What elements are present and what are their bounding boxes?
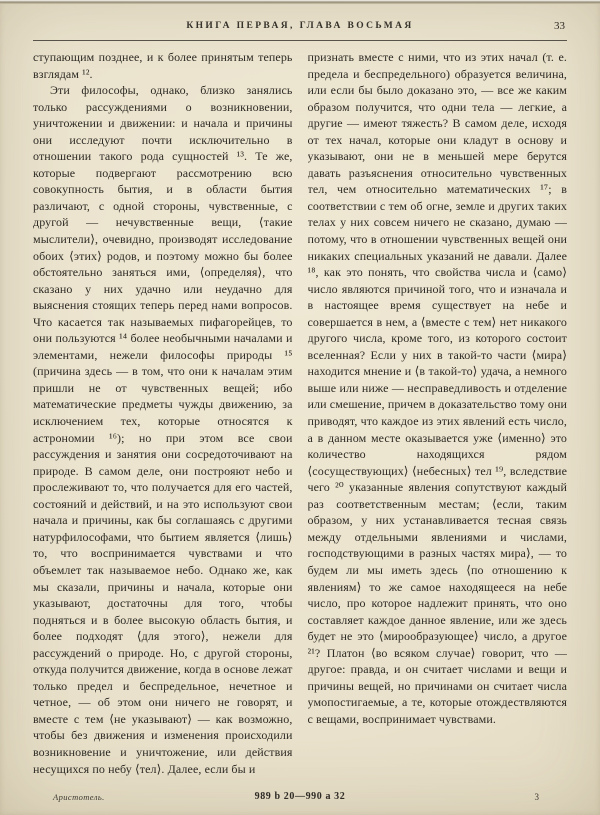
- page-footer: [33, 789, 567, 802]
- text-column: [33, 49, 293, 779]
- text-columns: [33, 49, 567, 779]
- text-column: [308, 49, 568, 779]
- page-number: 33: [554, 20, 565, 32]
- footer-bekker-reference: 989 b 20—990 a 32: [254, 791, 346, 802]
- paragraph: признать вместе с ними, что из этих начал (т. е. предела и беспредельного) образуется величина, или если бы было доказано это, — все же каким образом получится, что одни тела — легкие, а другие — имеют тяжесть? В самом деле, исходя от тех начал, которые они кладут в основу и указывают, они не в меньшей мере берутся давать разъяснения относительно чувственных тел, чем относительно математических ¹⁷; в соответствии с тем об огне, земле и других таких телах у них совсем ничего не сказано, думаю — потому, что в отношении чувственных вещей они никаких специальных указаний не давали. Далее ¹⁸, как это понять, что свойства числа и ⟨само⟩ число являются причиной того, что и изначала и в настоящее время существует на небе и совершается в нем, а ⟨вместе с тем⟩ нет никакого другого числа, кроме того, из которого состоит вселенная? Если у них в такой-то части ⟨мира⟩ находится мнение и ⟨в такой-то⟩ удача, а немного выше или ниже — несправедливость и отделение или смешение, причем в доказательство тому они приводят, что каждое из этих явлений есть число, а в данном месте оказывается уже ⟨именно⟩ это количество находящихся рядом ⟨сосуществующих⟩ ⟨небесных⟩ тел ¹⁹, вследствие чего ²⁰ указанные явления сопутствуют каждый раз соответственным местам; ⟨если, таким образом, у них устанавливается тесная связь между отдельными явлениями и числами, господствующими в разных частях мира⟩, — то будем ли мы иметь здесь ⟨по отношению к явлениям⟩ то же самое находящееся на небе число, про которое надлежит принять, что оно составляет каждое данное явление, или же здесь будет не это ⟨мирообразующее⟩ число, а другое ²¹? Платон ⟨во всяком случае⟩ говорит, что — другое: правда, и он считает числами и вещи и причины вещей, но причинами он считает числа умопостигаемые, а те, которые отождествляются с вещами, воспринимает чувствами.: [307, 50, 567, 726]
- footer-author: Аристотель.: [53, 792, 105, 802]
- footer-signature-mark: 3: [534, 792, 539, 802]
- running-title: КНИГА ПЕРВАЯ, ГЛАВА ВОСЬМАЯ: [186, 21, 414, 31]
- header-rule: [33, 40, 567, 41]
- paragraph: ступающим позднее, и к более принятым теперь взглядам ¹².: [33, 50, 293, 81]
- scan-edge: [0, 0, 600, 4]
- paragraph: Эти философы, однако, близко занялись только рассуждениями о возникновении, уничтожении и движении: и начала и причины они исследуют почти исключительно в отношении такого рода сущностей ¹³. Те же, которые подвергают рассмотрению всю совокупность бытия, и в области бытия различают, с одной стороны, чувственные, с другой — нечувственные вещи, ⟨такие мыслители⟩, очевидно, производят исследование обоих ⟨этих⟩ родов, и поэтому можно бы более обстоятельно заняться ими, ⟨определяя⟩, что сказано у них удачно или неудачно для выяснения стоящих теперь перед нами вопросов. Что касается так называемых пифагорейцев, то они пользуются ¹⁴ более необычными началами и элементами, нежели философы природы ¹⁵ (причина здесь — в том, что они к началам этим пришли не от чувственных вещей; ибо математические предметы чужды движению, за исключением тех, которые относятся к астрономии ¹⁶); но при этом все свои рассуждения и занятия они сосредоточивают на природе. В самом деле, они построяют небо и прослеживают то, что получается для его частей, состояний и действий, и на это используют свои начала и причины, как бы соглашаясь с другими натурфилософами, что бытием является ⟨лишь⟩ то, что воспринимается чувствами и что объемлет так называемое небо. Однако же, как мы сказали, причины и начала, которые они указывают, достаточны для того, чтобы подняться и в более высокую область бытия, и более подходят ⟨для этого⟩, нежели для рассуждений о природе. Но, с другой стороны, откуда получится движение, когда в основе лежат только предел и беспредельное, нечетное и четное, — об этом они ничего не говорят, и вместе с тем ⟨не указывают⟩ — как возможно, чтобы без движения и изменения происходили возникновение и уничтожение, или действия несущихся по небу ⟨тел⟩. Далее, если бы и: [33, 83, 293, 776]
- page-header: [33, 21, 567, 34]
